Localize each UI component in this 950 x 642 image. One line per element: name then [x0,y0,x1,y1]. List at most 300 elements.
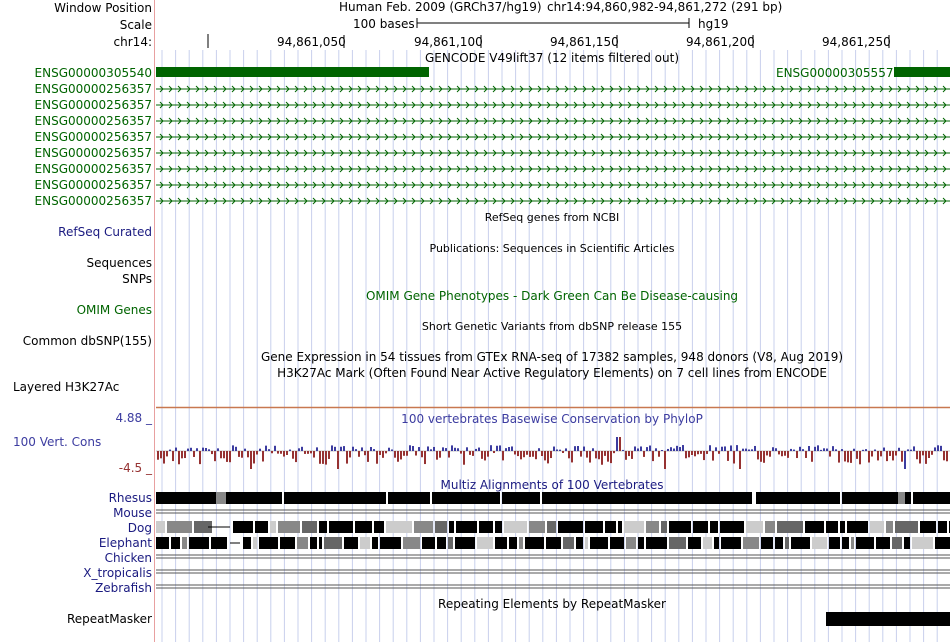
align-block [870,521,884,533]
cons-bar [847,451,849,462]
cons-bar [931,451,933,455]
align-block [243,537,251,549]
h3k27-label[interactable]: Layered H3K27Ac [13,380,120,394]
align-block [703,537,712,549]
align-block [542,492,752,504]
pubs-label-sequences[interactable]: Sequences [86,256,152,270]
align-block [302,521,317,533]
cons-bar [244,449,246,451]
cons-bar [859,451,861,464]
cons-bar [853,449,855,451]
align-block [905,492,911,504]
align-block [935,537,950,549]
cons-bar [475,449,477,451]
cons-bar [229,451,231,462]
align-block [477,537,493,549]
cons-bar [664,451,666,469]
tick-label: 94,861,150 [550,35,619,49]
align-block [912,537,933,549]
pubs-title[interactable]: Publications: Sequences in Scientific Articles [429,242,675,255]
cons-min-label: -4.5 _ [118,461,152,475]
gencode-item-label[interactable]: ENSG00000256357 [34,82,152,96]
cons-bar [442,447,444,451]
align-block [812,537,827,549]
cons-bar [478,448,480,451]
align-block [449,521,454,533]
cons-bar [289,450,291,451]
align-block [743,537,759,549]
cons-bar [778,451,780,454]
tick-label: 94,861,100 [414,35,483,49]
cons-bar [670,447,672,451]
cons-bar [757,451,759,459]
align-block [904,537,910,549]
cons-bar [364,451,366,455]
cons-bar [940,446,942,451]
align-block [775,537,783,549]
cons-bar [490,445,492,451]
cons-bar [736,445,738,451]
align-block [255,521,268,533]
align-block [913,492,950,504]
refseq-title[interactable]: RefSeq genes from NCBI [484,211,620,224]
cons-bar [562,451,564,453]
cons-bar [661,450,663,451]
cons-bar [235,447,237,451]
cons-bar [550,451,552,458]
species-label-xtropicalis[interactable]: X_tropicalis [83,566,152,580]
align-block [310,537,317,549]
cons-bar [418,447,420,451]
align-block [756,492,840,504]
gencode-right-item-label[interactable]: ENSG00000305557 [776,66,894,80]
cons-bar [448,451,450,458]
align-block [721,537,741,549]
cons-bar [190,448,192,451]
cons-bar [487,451,489,457]
cons-bar [556,449,558,451]
cons-bar [415,451,417,456]
cons-bar [286,451,288,455]
align-block [329,521,353,533]
cons-bar [187,449,189,451]
align-block [720,521,744,533]
species-label-elephant[interactable]: Elephant [98,536,152,550]
align-block [847,521,868,533]
cons-bar [721,447,723,451]
align-block [504,521,527,533]
gencode-item-label[interactable]: ENSG00000256357 [34,130,152,144]
cons-bar [163,451,165,464]
cons-bar [652,451,654,461]
cons-bar [898,448,900,451]
align-block [585,521,603,533]
cons-bar [679,447,681,451]
gtex-title[interactable]: Gene Expression in 54 tissues from GTEx RNA-seq of 17382 samples, 948 donors (V8, Aug 2019) [260,350,844,364]
align-block [840,521,845,533]
cons-bar [274,446,276,451]
cons-bar [871,451,873,457]
align-block [259,537,278,549]
cons-bar [691,451,693,455]
tick-label: 94,861,250 [822,35,891,49]
cons-bar [595,451,597,458]
align-block [920,521,936,533]
snp-title[interactable]: Short Genetic Variants from dbSNP release 155 [421,320,683,333]
cons-bar [751,449,753,451]
cons-bar [856,451,858,459]
cons-bar [799,447,801,451]
cons-bar [787,451,789,458]
cons-bar [838,451,840,463]
cons-bar [580,451,582,457]
cons-bar [820,450,822,451]
cons-bar [379,451,381,455]
cons-bar [553,447,555,451]
coords-text: chr14:94,860,982-94,861,272 (291 bp) [547,0,783,14]
cons-bar [559,450,561,451]
align-block [805,521,824,533]
cons-bar [643,451,645,457]
cons-bar [784,451,786,456]
align-block [546,537,561,549]
align-block [558,521,583,533]
gencode-item-label[interactable]: ENSG00000256357 [34,162,152,176]
cons-bar [493,451,495,453]
cons-bar [469,451,471,455]
cons-bar [685,451,687,458]
align-block [182,537,187,549]
cons-bar [406,451,408,456]
align-block [777,521,803,533]
chr-label: chr14: [113,35,152,49]
cons-bar [658,451,660,457]
cons-bar [214,451,216,461]
cons-bar [241,451,243,458]
cons-bar [499,445,501,451]
align-block [710,521,718,533]
cons-bar [184,451,186,458]
align-block [851,537,854,549]
cons-bar [703,451,705,460]
cons-bar [352,447,354,451]
cons-bar [220,451,222,458]
cons-bar [586,451,588,458]
align-block [618,521,622,533]
cons-bar [175,448,177,451]
cons-bar [349,451,351,457]
cons-bar [460,451,462,454]
cons-bar [361,447,363,451]
gencode-item-label[interactable]: ENSG00000305540 [34,66,152,80]
align-block [563,537,574,549]
cons-bar [193,451,195,457]
cons-bar [322,451,324,464]
cons-bar [883,448,885,451]
cons-bar [877,451,879,460]
cons-bar [742,449,744,451]
cons-bar [688,451,690,457]
cons-bar [655,448,657,451]
cons-bar [511,446,513,451]
cons-bar [901,451,903,462]
align-block [829,537,840,549]
align-block [693,521,708,533]
cons-bar [247,451,249,457]
cons-bar [946,451,948,461]
gencode-item-label[interactable]: ENSG00000256357 [34,194,152,208]
cons-bar [796,451,798,458]
cons-bar [388,448,390,451]
align-block [374,521,384,533]
omim-label[interactable]: OMIM Genes [76,303,152,317]
cons-bar [613,451,615,453]
align-block [280,537,295,549]
align-block [886,521,893,533]
cons-bar [517,451,519,456]
align-block [360,537,370,549]
cons-bar [814,447,816,451]
cons-bar [358,451,360,457]
align-block [386,521,412,533]
cons-bar [916,451,918,459]
cons-bar [592,448,594,451]
cons-bar [337,451,339,469]
align-block [324,537,342,549]
cons-bar [370,447,372,451]
cons-bar [523,451,525,457]
align-block [765,521,775,533]
cons-bar [403,451,405,456]
align-block [211,537,227,549]
cons-bar [505,448,507,451]
cons-bar [730,445,732,451]
omim-title[interactable]: OMIM Gene Phenotypes - Dark Green Can Be Disease-causing [365,289,739,303]
cons-bar [439,451,441,458]
align-block [610,537,624,549]
gene-block [156,67,429,77]
cons-bar [436,451,438,460]
snp-label[interactable]: Common dbSNP(155) [22,334,152,348]
cons-bar [373,449,375,451]
align-block [297,537,308,549]
cons-bar [715,447,717,451]
cons-bar [709,445,711,451]
species-label-rhesus[interactable]: Rhesus [108,491,152,505]
align-block [226,492,282,504]
align-block [455,537,475,549]
cons-bar [625,451,627,460]
cons-bar [304,451,306,454]
align-block [233,521,253,533]
cons-bar [829,451,831,457]
cons-bar [910,450,912,451]
cons-bar [640,446,642,451]
cons-bar [226,451,228,462]
cons-bar [892,451,894,460]
cons-bar [310,451,312,453]
cons-bar [760,451,762,462]
cons-bar [913,446,915,451]
species-label-chicken[interactable]: Chicken [104,551,152,565]
align-block [638,537,644,549]
gencode-item-label[interactable]: ENSG00000256357 [34,146,152,160]
cons-bar [325,451,327,465]
cons-bar [484,451,486,460]
gencode-item-label[interactable]: ENSG00000256357 [34,98,152,112]
gencode-item-label[interactable]: ENSG00000256357 [34,114,152,128]
gencode-title[interactable]: GENCODE V49lift37 (12 items filtered out) [424,51,680,65]
cons-bar [481,451,483,459]
cons-bar [676,446,678,451]
cons-max-label: 4.88 _ [115,411,152,425]
cons-bar [208,449,210,451]
cons-bar [295,451,297,462]
cons-bar [904,451,906,469]
cons-bar [697,451,699,454]
align-block [576,537,583,549]
cons-bar [472,451,474,456]
cons-bar [427,446,429,451]
align-block [892,537,902,549]
cons-bar [430,449,432,451]
align-block [842,537,849,549]
align-block [167,521,192,533]
cons-bar [271,451,273,453]
repeat-title[interactable]: Repeating Elements by RepeatMasker [438,597,666,611]
cons-bar [382,451,384,458]
align-block [519,537,523,549]
pubs-label-snps[interactable]: SNPs [122,272,152,286]
cons-bar [412,446,414,451]
cons-bar [772,447,774,451]
cons-bar [928,451,930,458]
cons-bar [763,451,765,463]
cons-bar [376,451,378,464]
multiz-title[interactable]: Multiz Alignments of 100 Vertebrates [440,478,664,492]
align-block [785,537,789,549]
cons-bar [907,449,909,451]
cons-bar [544,451,546,460]
repeat-label[interactable]: RepeatMasker [66,612,152,626]
gene-block [894,67,950,77]
species-label-dog[interactable]: Dog [127,521,152,535]
cons-bar [634,446,636,451]
cons-bar [880,451,882,456]
cons-bar [937,445,939,451]
cons-title[interactable]: 100 vertebrates Basewise Conservation by PhyloP [401,412,703,426]
align-block [876,537,890,549]
cons-bar [319,451,321,464]
species-label-mouse[interactable]: Mouse [113,506,152,520]
align-block [456,521,477,533]
cons-bar [610,451,612,463]
align-block [432,492,500,504]
align-block [791,537,810,549]
repeat-block [826,612,950,626]
cons-bar [793,450,795,451]
species-label-zebrafish[interactable]: Zebrafish [95,581,152,595]
cons-bar [598,451,600,459]
cons-bar [301,447,303,451]
cons-bar [886,451,888,461]
align-block [529,521,545,533]
cons-bar [205,448,207,451]
cons-bar [355,449,357,451]
align-block [646,521,659,533]
cons-bar [196,448,198,451]
cons-bar [541,451,543,456]
cons-bar [775,448,777,451]
align-block [216,492,226,504]
cons-bar [868,451,870,462]
h3k27-title[interactable]: H3K27Ac Mark (Often Found Near Active Regulatory Elements) on 7 cell lines from ENCODE [277,366,827,380]
cons-bar [667,449,669,451]
cons-bar [568,451,570,458]
scale-text: 100 bases [353,17,415,31]
align-block [842,492,898,504]
align-block [448,537,453,549]
align-block [435,521,447,533]
cons-bar [745,449,747,451]
cons-bar [811,451,813,462]
cons-bar [397,451,399,462]
cons-bar [463,451,465,465]
cons-bar [211,451,213,454]
cons-bar [925,451,927,464]
cons-bar [769,451,771,457]
cons-bar [583,447,585,451]
cons-bar [166,451,168,456]
align-block [746,521,763,533]
cons-bar [673,449,675,451]
cons-bar [646,447,648,451]
window-position-label: Window Position [54,1,152,15]
cons-bar [565,448,567,451]
cons-bar [268,449,270,451]
cons-bar [607,451,609,462]
align-block [319,537,322,549]
cons-bar [259,449,261,451]
cons-bar [424,451,426,464]
cons-bar [454,448,456,451]
cons-bar [538,448,540,451]
align-block [278,521,300,533]
cons-bar [409,445,411,451]
align-block [495,521,502,533]
gencode-item-label[interactable]: ENSG00000256357 [34,178,152,192]
cons-bar [526,451,528,455]
align-block [669,521,691,533]
cons-bar [733,451,735,463]
cons-bar [265,446,267,451]
cons-bar [682,445,684,451]
cons-bar [718,451,720,454]
cons-label[interactable]: 100 Vert. Cons [13,435,102,449]
refseq-label[interactable]: RefSeq Curated [58,225,152,239]
cons-bar [601,451,603,465]
align-block [605,521,616,533]
cons-bar [280,451,282,454]
align-block [380,537,401,549]
cons-bar [157,451,159,460]
align-block [590,537,608,549]
cons-bar [328,451,330,459]
cons-bar [253,451,255,463]
cons-bar [577,446,579,451]
cons-bar [754,446,756,451]
assembly-text: Human Feb. 2009 (GRCh37/hg19) [339,0,542,14]
